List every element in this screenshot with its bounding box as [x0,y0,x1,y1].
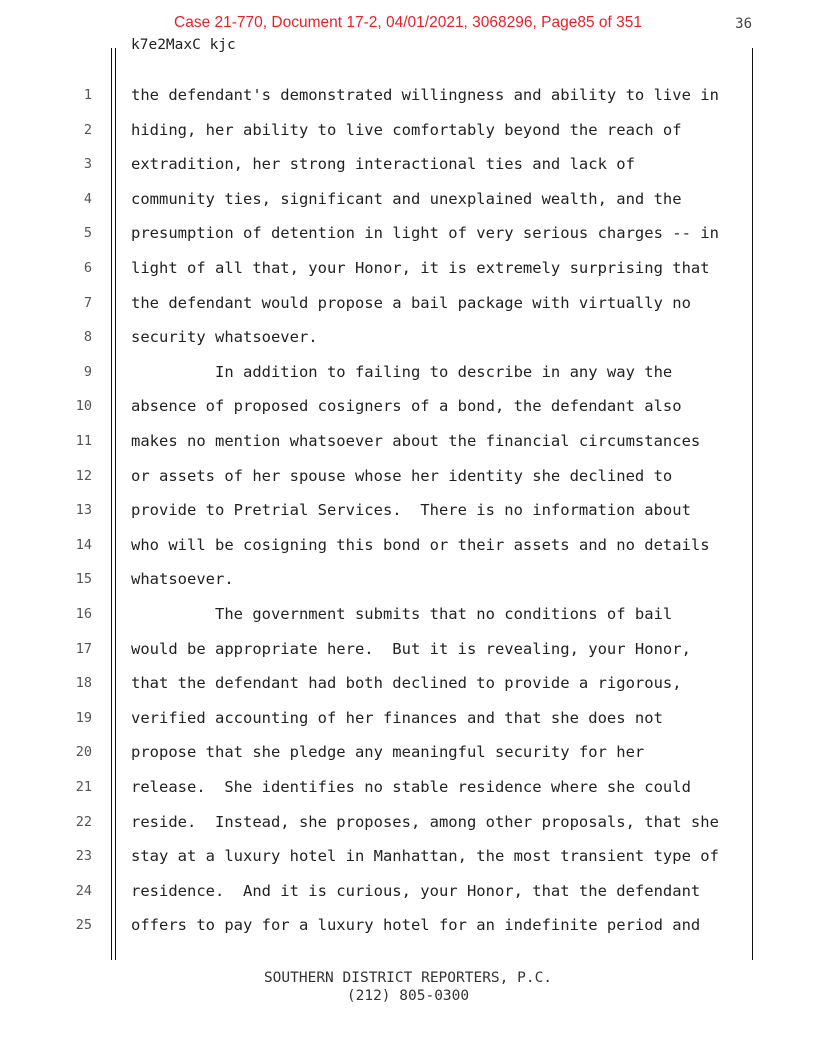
transcript-line: who will be cosigning this bond or their assets and no details [131,535,710,554]
transcript-line: makes no mention whatsoever about the financial circumstances [131,432,701,450]
line-number: 7 [83,294,92,311]
left-margin-rule-inner [115,48,116,960]
line-number: 3 [83,156,92,173]
transcript-line: the defendant would propose a bail package with virtually no [131,293,691,312]
line-number: 14 [75,536,92,553]
line-number: 13 [75,502,92,519]
line-number: 18 [75,675,92,692]
transcript-line: In addition to failing to describe in any way the [131,362,673,381]
transcript-line: whatsoever. [131,570,234,589]
transcript-line: community ties, significant and unexplained wealth, and the [131,189,682,208]
footer-phone: (212) 805-0300 [346,988,470,1004]
line-number: 17 [75,640,92,657]
line-number: 5 [83,225,92,242]
line-number: 19 [75,709,92,726]
line-number: 25 [75,917,92,934]
transcript-line: extradition, her strong interactional ties and lack of [131,155,635,174]
transcript-line: security whatsoever. [131,328,318,347]
line-number: 8 [83,329,92,346]
line-number: 24 [75,882,92,899]
transcript-line: or assets of her spouse whose her identity she declined to [131,466,673,485]
line-number: 9 [83,363,92,380]
transcript-line: offers to pay for a luxury hotel for an indefinite period and [131,916,701,935]
line-number: 20 [75,744,92,761]
transcript-line: would be appropriate here. But it is revealing, your Honor, [131,639,691,658]
transcript-line: provide to Pretrial Services. There is no information about [131,501,691,520]
page-number: 36 [735,16,752,32]
transcript-line: reside. Instead, she proposes, among other proposals, that she [131,812,719,831]
transcript-line: hiding, her ability to live comfortably beyond the reach of [131,120,682,139]
right-margin-rule [752,48,753,960]
line-number: 2 [83,121,92,138]
transcript-line: light of all that, your Honor, it is extremely surprising that [131,259,710,277]
transcript-line: The government submits that no conditions of bail [131,605,673,623]
transcript-line: residence. And it is curious, your Honor, that the defendant [131,881,701,900]
line-number: 15 [75,571,92,588]
line-number: 16 [75,606,92,622]
transcript-line: absence of proposed cosigners of a bond, the defendant also [131,397,682,416]
transcript-line: verified accounting of her finances and that she does not [131,708,663,727]
transcript-line: presumption of detention in light of very serious charges -- in [131,224,719,243]
transcript-line: that the defendant had both declined to provide a rigorous, [131,674,682,693]
line-number: 22 [75,813,92,830]
transcript-line: propose that she pledge any meaningful security for her [131,743,645,762]
footer-reporter: SOUTHERN DISTRICT REPORTERS, P.C. [263,970,553,986]
case-identifier: k7e2MaxC kjc [131,37,236,53]
transcript-line: release. She identifies no stable residence where she could [131,778,691,796]
line-number: 1 [83,87,92,103]
line-number: 6 [83,260,92,276]
case-stamp-header: Case 21-770, Document 17-2, 04/01/2021, 3068296, Page85 of 351 [174,14,642,31]
line-number: 12 [75,467,92,484]
line-number: 11 [75,433,92,449]
line-number: 21 [75,779,92,795]
line-number: 10 [75,398,92,415]
transcript-line: stay at a luxury hotel in Manhattan, the most transient type of [131,847,719,866]
line-number: 23 [75,848,92,865]
line-number: 4 [83,190,92,207]
transcript-line: the defendant's demonstrated willingness and ability to live in [131,86,719,104]
left-margin-rule-outer [111,48,112,960]
